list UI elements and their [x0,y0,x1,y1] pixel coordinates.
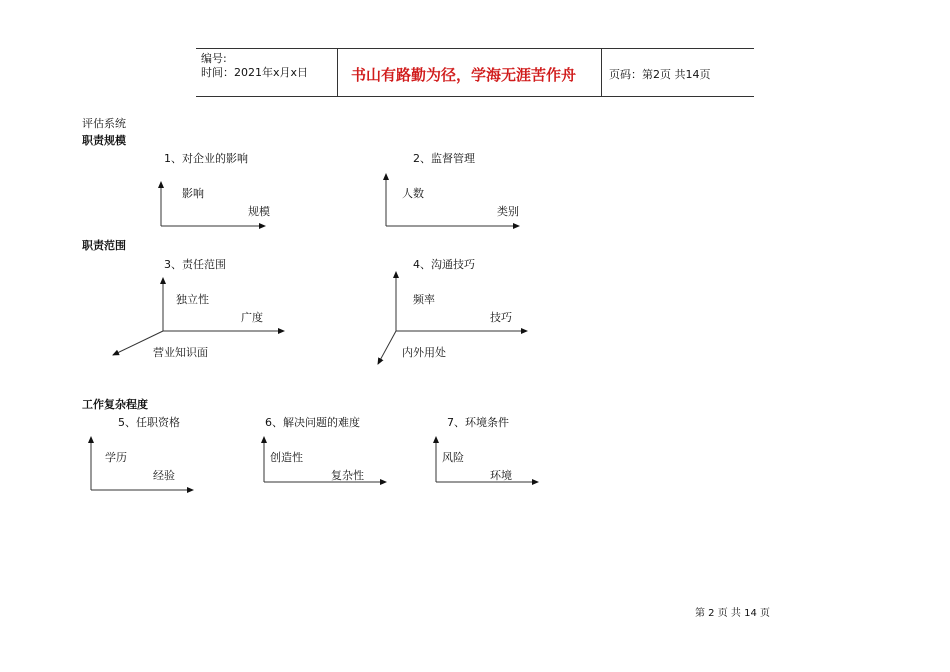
diagram-5-x-label: 经验 [153,469,175,482]
diagram-3-title: 3、责任范围 [164,258,226,271]
diagram-7-x-label: 环境 [490,469,512,482]
section-duty-scale: 职责规模 [82,134,126,147]
diagram-4-x-label: 技巧 [490,311,512,324]
diagram-4-z-axis [378,331,396,364]
diagram-4-y-label: 频率 [413,293,435,306]
header-motto: 书山有路勤为径，学海无涯苦作舟 [351,66,577,84]
diagram-2-title: 2、监督管理 [413,152,475,165]
diagram-2-x-label: 类别 [497,205,519,218]
header-page-label: 页码：第2页 共14页 [609,68,711,81]
diagram-7-title: 7、环境条件 [447,416,509,429]
diagram-1-title: 1、对企业的影响 [164,152,248,165]
diagram-5-title: 5、任职资格 [118,416,180,429]
diagram-7-y-label: 风险 [442,451,464,464]
diagram-6-y-label: 创造性 [270,451,303,464]
section-work-complexity: 工作复杂程度 [82,398,148,411]
diagram-4-title: 4、沟通技巧 [413,258,475,271]
diagram-3-x-label: 广度 [241,311,263,324]
section-duty-scope: 职责范围 [82,239,126,252]
system-title: 评估系统 [82,117,126,130]
diagram-1-y-label: 影响 [182,187,204,200]
diagram-3-z-label: 营业知识面 [153,346,208,359]
diagram-5-y-label: 学历 [105,451,127,464]
diagram-4-z-label: 内外用处 [402,346,446,359]
diagram-6-title: 6、解决问题的难度 [265,416,360,429]
header-time-label: 时间：2021年x月x日 [201,66,309,79]
diagram-6-x-label: 复杂性 [331,469,364,482]
footer-page-number: 第 2 页 共 14 页 [695,608,770,619]
diagram-2-y-label: 人数 [402,187,424,200]
diagram-3-y-label: 独立性 [176,293,209,306]
diagram-1-x-label: 规模 [248,205,270,218]
header-number-label: 编号: [201,52,227,65]
